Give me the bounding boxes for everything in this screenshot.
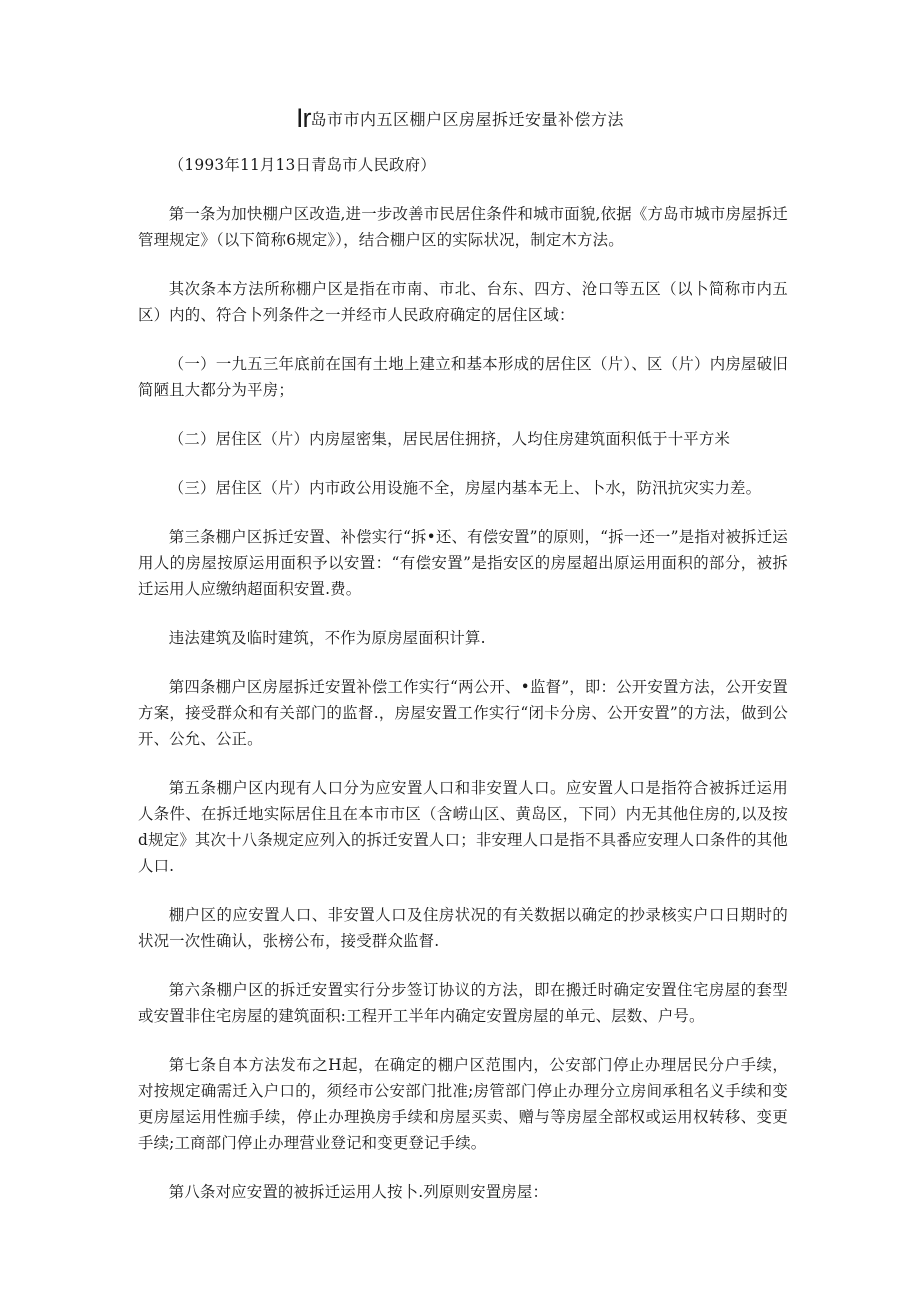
paragraph-article-3: 第三条棚户区拆迁安置、补偿实行“拆•还、有偿安置”的原则，“拆一还一”是指对被拆迁运用人的房屋按原运用面积予以安置：“有偿安置”是指安区的房屋超出原运用面积的部分，被拆迁运用人应缴纳超面积安置.费。 [138, 528, 788, 598]
source-line: （1993年11月13日青岛市人民政府） [168, 156, 436, 174]
title-text: 岛市市内五区棚户区房屋拆迁安量补偿方法 [310, 110, 624, 129]
paragraph-article-2: 其次条本方法所称棚户区是指在市南、市北、台东、四方、沧口等五区（以卜简称市内五区）内的、符合卜列条件之一并经市人民政府确定的居住区域： [138, 280, 788, 324]
document-title [0, 103, 920, 135]
paragraph-article-8: 第八条对应安置的被拆迁运用人按卜.列原则安置房屋： [168, 1183, 549, 1201]
paragraph-item-1: （一）一九五三年底前在国有土地上建立和基本形成的居住区（片）、区（片）内房屋破旧简陋且大都分为平房； [138, 355, 788, 399]
paragraph-article-7: 第七条自本方法发布之H起，在确定的棚户区范围内，公安部门停止办理居民分户手续，对按规定确需迁入户口的，须经市公安部门批准;房管部门停止办理分立房间承租名义手续和变更房屋运用性痂手续，停止办理换房手续和房屋买卖、赠与等房屋全部权或运用权转移、变更手续;工商部门停止办理营业登记和变更登记手续。 [138, 1056, 788, 1152]
paragraph-article-5-note: 棚户区的应安置人口、非安置人口及住房状况的有关数据以确定的抄录核实户口日期时的状况一次性确认，张榜公布，接受群众监督. [138, 906, 788, 950]
paragraph-article-1: 第一条为加快棚户区改造,进一步改善市民居住条件和城市面貌,依据《方岛市城市房屋拆迁管理规定》（以下简称6规定》），结合棚户区的实际状况，制定木方法。 [138, 205, 788, 249]
paragraph-item-2: （二）居住区（片）内房屋密集，居民居住拥挤，人均住房建筑面积低于十平方米 [168, 430, 731, 448]
paragraph-article-3-note: 违法建筑及临时建筑，不作为原房屋面积计算. [168, 629, 486, 647]
paragraph-article-6: 第六条棚户区的拆迁安置实行分步签订协议的方法，即在搬迁时确定安置住宅房屋的套型或安置非住宅房屋的建筑面积:工程开工半年内确定安置房屋的单元、层数、户号。 [138, 981, 788, 1025]
paragraph-article-5: 第五条棚户区内现有人口分为应安置人口和非安置人口。应安置人口是指符合被拆迁运用人条件、在拆迁地实际居住且在本市市区（含崂山区、黄岛区，下同）内无其他住房的,以及按d规定》其次十八条规定应列入的拆迁安置人口；非安理人口是指不具番应安理人口条件的其他人口. [138, 779, 788, 875]
title-lead: Ir [295, 103, 311, 133]
paragraph-article-4: 第四条棚户区房屋拆迁安置补偿工作实行“两公开、•监督”，即：公开安置方法，公开安置方案，接受群众和有关部门的监督.，房屋安置工作实行“闭卡分房、公开安置”的方法，做到公开、公允、公正。 [138, 678, 788, 748]
paragraph-item-3: （三）居住区（片）内市政公用设施不全，房屋内基本无上、卜水，防汛抗灾实力差。 [168, 479, 762, 497]
document-body [138, 152, 788, 1228]
